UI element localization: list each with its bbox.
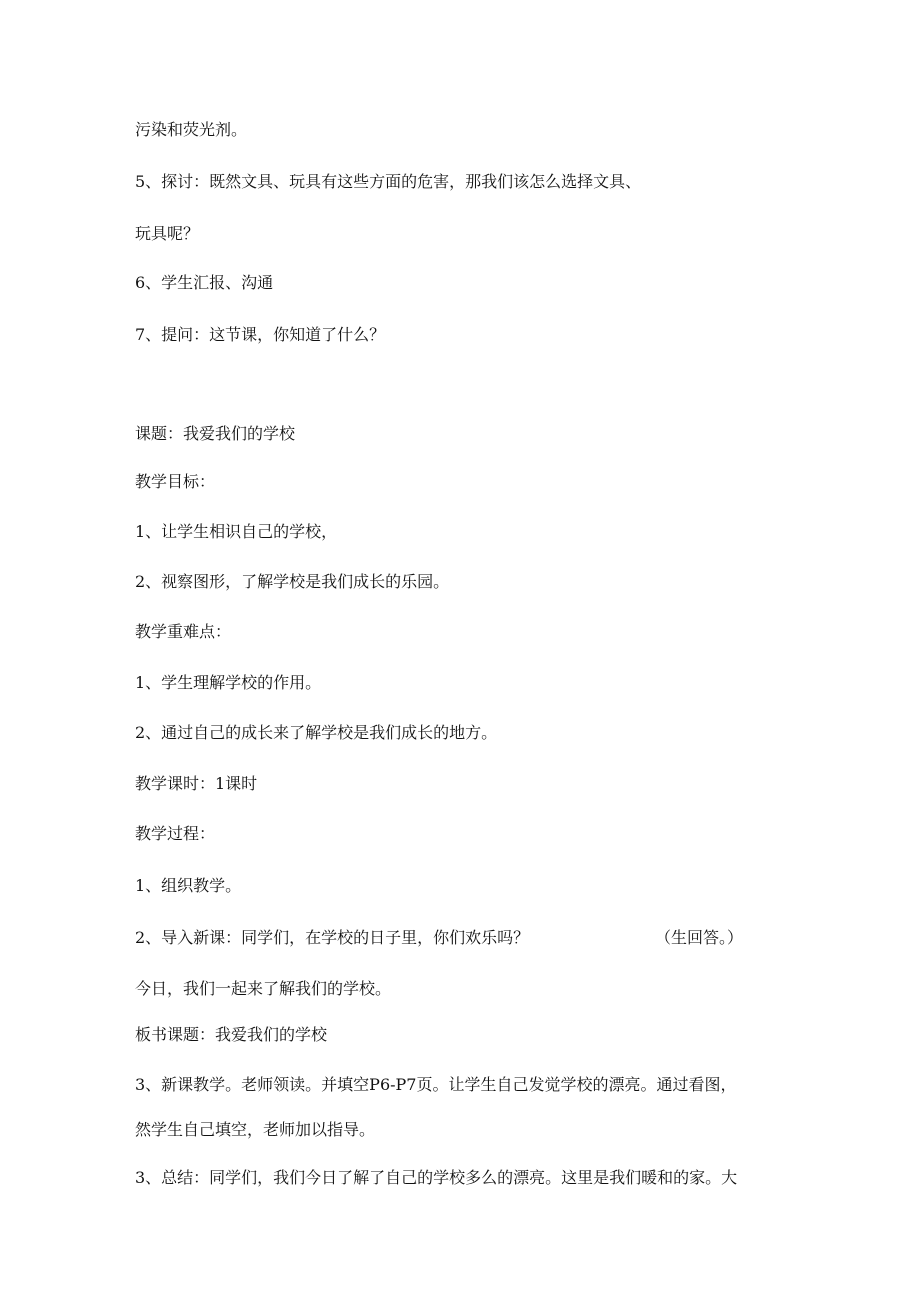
text-line: 2、导入新课：同学们，在学校的日子里，你们欢乐吗？	[135, 928, 530, 947]
text-line: 1、让学生相识自己的学校，	[135, 522, 338, 541]
text-line: 1、学生理解学校的作用。	[135, 673, 322, 692]
text-line: 玩具呢？	[135, 224, 200, 243]
text-line: 然学生自己填空，老师加以指导。	[135, 1120, 376, 1139]
text-line: 3、新课教学。老师领读。并填空P6-P7页。让学生自己发觉学校的漂亮。通过看图，	[135, 1075, 737, 1094]
section-heading: 教学重难点：	[135, 622, 232, 641]
text-line: 污染和荧光剂。	[135, 120, 248, 139]
text-line: 6、学生汇报、沟通	[135, 273, 274, 292]
text-line: 2、通过自己的成长来了解学校是我们成长的地方。	[135, 723, 498, 742]
text-line: 3、总结：同学们，我们今日了解了自己的学校多么的漂亮。这里是我们暖和的家。大	[135, 1168, 738, 1187]
text-line: 2、视察图形，了解学校是我们成长的乐园。	[135, 572, 450, 591]
section-heading: 教学过程：	[135, 824, 216, 843]
section-heading: 教学课时：1课时	[135, 774, 258, 793]
text-line: 今日，我们一起来了解我们的学校。	[135, 979, 392, 998]
section-heading: 教学目标：	[135, 472, 216, 491]
student-answer-note: （生回答。）	[655, 928, 744, 947]
text-line: 7、提问：这节课，你知道了什么？	[135, 325, 386, 344]
text-line: 5、探讨：既然文具、玩具有这些方面的危害，那我们该怎么选择文具、	[135, 172, 642, 191]
text-line: 1、组织教学。	[135, 876, 242, 895]
text-line: 板书课题：我爱我们的学校	[135, 1025, 328, 1044]
lesson-title: 课题：我爱我们的学校	[135, 424, 296, 443]
